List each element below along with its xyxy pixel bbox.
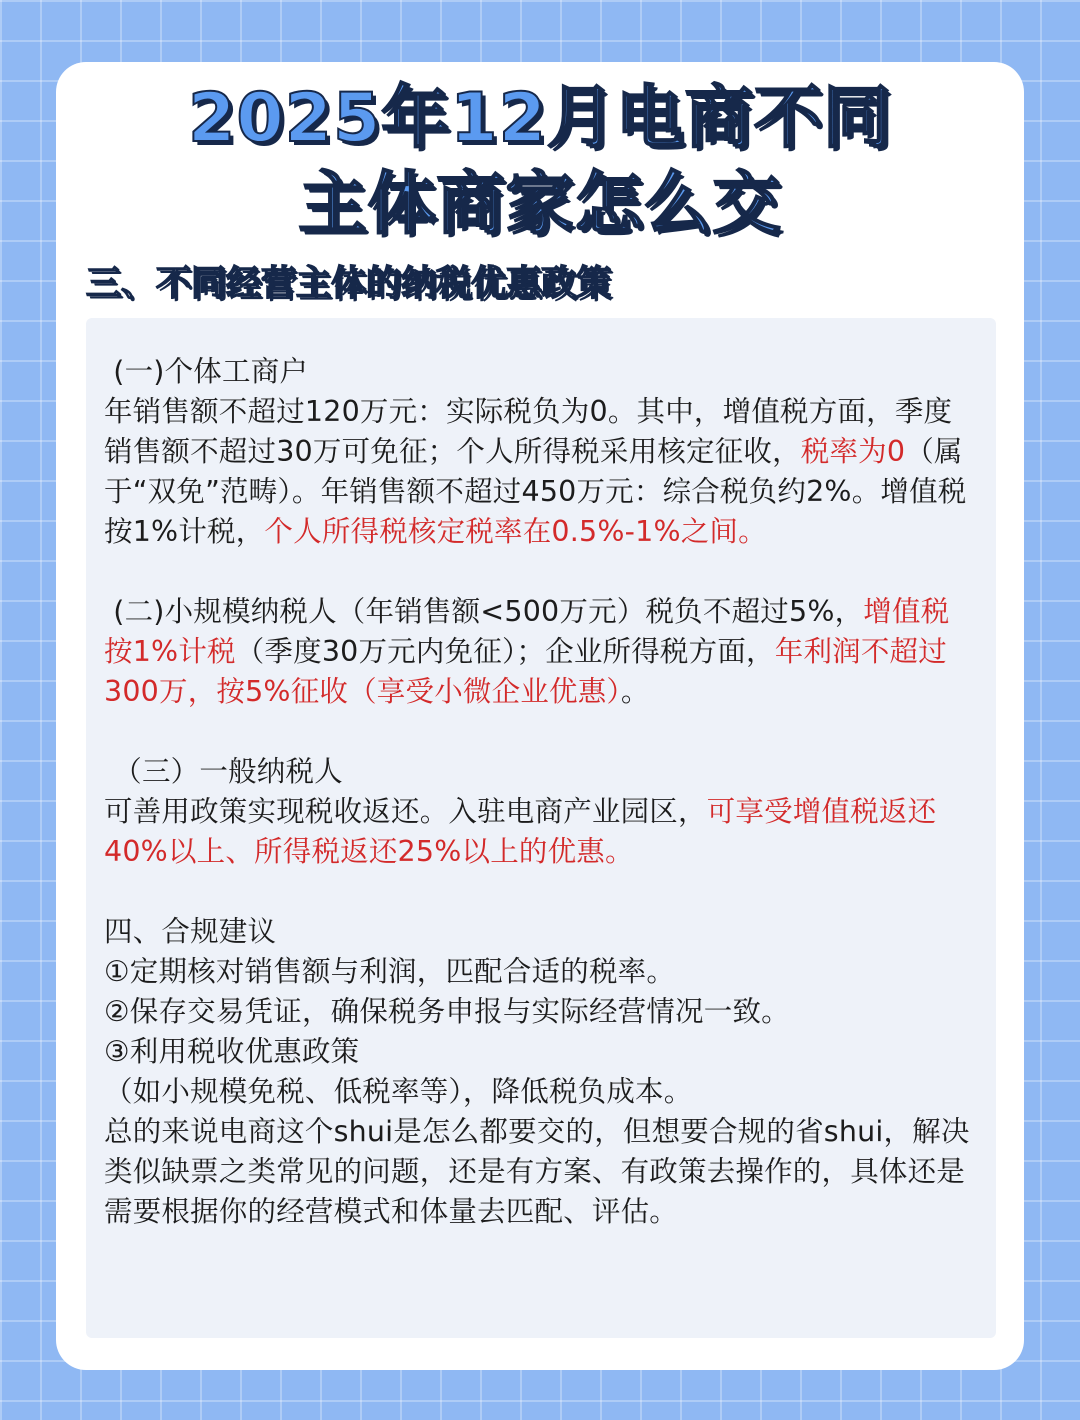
s4-summary: 总的来说电商这个shui是怎么都要交的，但想要合规的省shui，解决类似缺票之类常见的问题，还是有方案、有政策去操作的，具体还是需要根据你的经营模式和体量去匹配、评估。 bbox=[104, 1115, 970, 1228]
s3-highlight-1: 可享受增值税返还40%以上、所得税返还25%以上的优惠。 bbox=[104, 795, 937, 868]
title-line-1: 2025年12月电商不同 bbox=[188, 79, 892, 158]
s4-heading: 四、合规建议 bbox=[104, 915, 277, 948]
s1-text-a: 年销售额不超过120万元：实际税负为0。其中，增值税方面，季度销售额不超过30万可免征；个人所得税采用核定征收， bbox=[104, 395, 953, 468]
s1-body bbox=[104, 392, 978, 552]
section-heading: 三、不同经营主体的纳税优惠政策 bbox=[86, 264, 612, 304]
s1-text-b: （属于“双免”范畴）。年销售额不超过450万元：综合税负约2%。增值税按1%计税， bbox=[104, 435, 967, 548]
s1-highlight-1: 税率为0 bbox=[800, 435, 906, 468]
s3-body bbox=[104, 792, 978, 872]
s3-text-a: 可善用政策实现税收返还。入驻电商产业园区， bbox=[104, 795, 707, 828]
s4-item-3-note: （如小规模免税、低税率等），降低税负成本。 bbox=[104, 1075, 693, 1108]
title-line-2: 主体商家怎么交 bbox=[298, 165, 782, 244]
s2-highlight-1: 增值税按1%计税 bbox=[104, 595, 950, 668]
s2-text-c: 。 bbox=[620, 675, 650, 708]
s2-body bbox=[104, 592, 978, 712]
s3-heading: （三）一般纳税人 bbox=[113, 755, 343, 788]
s2-text-b: （季度30万元内免征）；企业所得税方面， bbox=[235, 635, 775, 668]
content-panel bbox=[86, 318, 996, 1338]
s1-highlight-2: 个人所得税核定税率在0.5%-1%之间。 bbox=[264, 515, 767, 548]
s1-heading: (一)个体工商户 bbox=[113, 355, 309, 388]
page-title bbox=[56, 76, 1024, 248]
content-card bbox=[56, 62, 1024, 1370]
s4-item-3: ③利用税收优惠政策 bbox=[104, 1035, 360, 1068]
s4-item-2: ②保存交易凭证，确保税务申报与实际经营情况一致。 bbox=[104, 995, 790, 1028]
s2-text-a: (二)小规模纳税人（年销售额<500万元）税负不超过5%， bbox=[113, 595, 864, 628]
s2-highlight-2: 年利润不超过300万，按5%征收（享受小微企业优惠） bbox=[104, 635, 947, 708]
s4-item-1: ①定期核对销售额与利润，匹配合适的税率。 bbox=[104, 955, 676, 988]
